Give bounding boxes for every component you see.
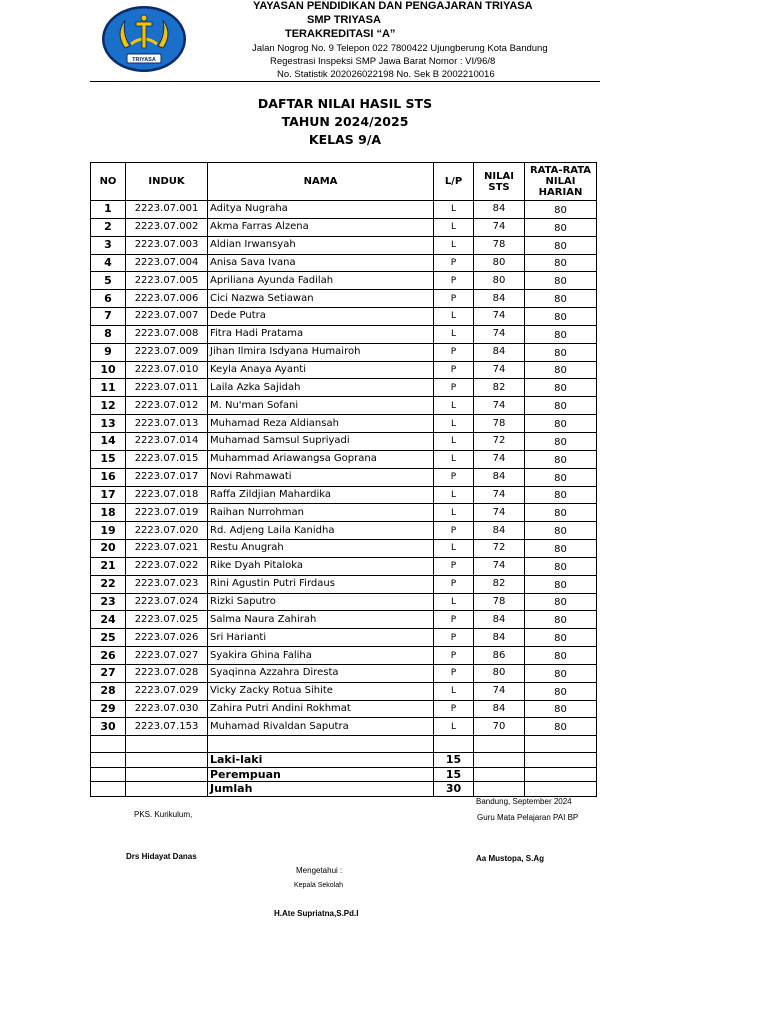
cell-lp: L — [434, 593, 474, 611]
logo-text: TRIYASA — [132, 57, 156, 63]
cell-nilai-sts: 74 — [474, 218, 525, 236]
cell-induk: 2223.07.009 — [126, 343, 208, 361]
cell-nama: Sri Harianti — [208, 629, 434, 647]
foundation-name: YAYASAN PENDIDIKAN DAN PENGAJARAN TRIYASA — [253, 0, 533, 12]
cell-no: 5 — [91, 272, 126, 290]
table-row — [91, 540, 597, 558]
cell-induk: 2223.07.024 — [126, 593, 208, 611]
cell-nama: Aldian Irwansyah — [208, 236, 434, 254]
summary-empty-cell — [126, 767, 208, 782]
cell-rata-rata: 80 — [525, 593, 597, 611]
cell-nilai-sts: 74 — [474, 397, 525, 415]
doc-year: TAHUN 2024/2025 — [281, 114, 409, 129]
summary-value: 30 — [434, 782, 474, 797]
cell-nama: Jihan Ilmira Isdyana Humairoh — [208, 343, 434, 361]
table-row — [91, 664, 597, 682]
cell-nilai-sts: 82 — [474, 379, 525, 397]
cell-nama: Akma Farras Alzena — [208, 218, 434, 236]
cell-no: 3 — [91, 236, 126, 254]
cell-induk: 2223.07.004 — [126, 254, 208, 272]
cell-nama: Keyla Anaya Ayanti — [208, 361, 434, 379]
cell-lp: P — [434, 700, 474, 718]
cell-rata-rata: 80 — [525, 236, 597, 254]
cell-nilai-sts: 80 — [474, 272, 525, 290]
table-row — [91, 236, 597, 254]
cell-no: 8 — [91, 325, 126, 343]
cell-no: 24 — [91, 611, 126, 629]
cell-nilai-sts: 84 — [474, 290, 525, 308]
cell-no: 28 — [91, 682, 126, 700]
cell-nilai-sts: 84 — [474, 201, 525, 219]
left-signer-name: Drs Hidayat Danas — [126, 852, 197, 861]
cell-nama: M. Nu'man Sofani — [208, 397, 434, 415]
cell-rata-rata: 80 — [525, 272, 597, 290]
cell-no: 25 — [91, 629, 126, 647]
cell-induk: 2223.07.011 — [126, 379, 208, 397]
cell-rata-rata: 80 — [525, 557, 597, 575]
cell-rata-rata: 80 — [525, 700, 597, 718]
table-row — [91, 450, 597, 468]
cell-lp: L — [434, 486, 474, 504]
cell-nama: Cici Nazwa Setiawan — [208, 290, 434, 308]
table-row — [91, 415, 597, 433]
summary-empty-cell — [126, 753, 208, 768]
cell-induk: 2223.07.012 — [126, 397, 208, 415]
cell-nama: Muhammad Ariawangsa Goprana — [208, 450, 434, 468]
cell-induk: 2223.07.002 — [126, 218, 208, 236]
table-row — [91, 272, 597, 290]
col-header-no: NO — [91, 163, 126, 201]
school-logo — [101, 4, 187, 74]
cell-rata-rata: 80 — [525, 343, 597, 361]
table-row — [91, 290, 597, 308]
summary-row — [91, 753, 597, 768]
table-row — [91, 343, 597, 361]
cell-lp: P — [434, 468, 474, 486]
cell-induk: 2223.07.023 — [126, 575, 208, 593]
cell-lp: P — [434, 611, 474, 629]
cell-nilai-sts: 82 — [474, 575, 525, 593]
acknowledged-label: Mengetahui : — [296, 866, 343, 875]
cell-rata-rata: 80 — [525, 415, 597, 433]
cell-induk: 2223.07.028 — [126, 664, 208, 682]
cell-rata-rata: 80 — [525, 540, 597, 558]
header-divider — [90, 81, 600, 82]
cell-nama: Aditya Nugraha — [208, 201, 434, 219]
summary-empty-cell — [91, 753, 126, 768]
cell-induk: 2223.07.013 — [126, 415, 208, 433]
summary-empty-cell — [525, 767, 597, 782]
cell-no: 21 — [91, 557, 126, 575]
cell-nama: Rini Agustin Putri Firdaus — [208, 575, 434, 593]
cell-nilai-sts: 74 — [474, 682, 525, 700]
cell-nilai-sts: 84 — [474, 700, 525, 718]
summary-row — [91, 767, 597, 782]
cell-nilai-sts: 72 — [474, 540, 525, 558]
cell-no: 27 — [91, 664, 126, 682]
cell-rata-rata: 80 — [525, 308, 597, 326]
table-row — [91, 468, 597, 486]
cell-no: 2 — [91, 218, 126, 236]
cell-induk: 2223.07.014 — [126, 432, 208, 450]
school-address: Jalan Nogrog No. 9 Telepon 022 7800422 Ujungberung Kota Bandung — [252, 43, 548, 54]
table-row — [91, 611, 597, 629]
cell-no: 7 — [91, 308, 126, 326]
cell-nama: Muhamad Samsul Supriyadi — [208, 432, 434, 450]
cell-lp: P — [434, 522, 474, 540]
cell-no: 12 — [91, 397, 126, 415]
cell-nama: Fitra Hadi Pratama — [208, 325, 434, 343]
cell-rata-rata: 80 — [525, 254, 597, 272]
cell-nama: Muhamad Rivaldan Saputra — [208, 718, 434, 736]
cell-nama: Laila Azka Sajidah — [208, 379, 434, 397]
cell-induk: 2223.07.025 — [126, 611, 208, 629]
cell-no: 13 — [91, 415, 126, 433]
blank-cell — [91, 736, 126, 753]
table-row — [91, 629, 597, 647]
cell-nama: Vicky Zacky Rotua Sihite — [208, 682, 434, 700]
accreditation: TERAKREDITASI “A” — [285, 28, 396, 40]
cell-no: 9 — [91, 343, 126, 361]
cell-no: 14 — [91, 432, 126, 450]
cell-rata-rata: 80 — [525, 522, 597, 540]
cell-rata-rata: 80 — [525, 682, 597, 700]
summary-empty-cell — [474, 753, 525, 768]
cell-lp: P — [434, 647, 474, 665]
cell-no: 23 — [91, 593, 126, 611]
cell-rata-rata: 80 — [525, 201, 597, 219]
school-name: SMP TRIYASA — [307, 14, 381, 26]
cell-nama: Rizki Saputro — [208, 593, 434, 611]
cell-nama: Raihan Nurrohman — [208, 504, 434, 522]
cell-nilai-sts: 78 — [474, 415, 525, 433]
cell-lp: P — [434, 575, 474, 593]
cell-nama: Dede Putra — [208, 308, 434, 326]
summary-empty-cell — [91, 782, 126, 797]
cell-nilai-sts: 74 — [474, 504, 525, 522]
blank-cell — [208, 736, 434, 753]
cell-no: 17 — [91, 486, 126, 504]
col-header-nilai-sts: NILAI STS — [474, 163, 525, 201]
cell-lp: L — [434, 218, 474, 236]
right-signer-title: Guru Mata Pelajaran PAI BP — [477, 813, 579, 822]
summary-empty-cell — [525, 753, 597, 768]
cell-induk: 2223.07.005 — [126, 272, 208, 290]
cell-nama: Syaqinna Azzahra Diresta — [208, 664, 434, 682]
table-row — [91, 718, 597, 736]
statistics-number: No. Statistik 202026022198 No. Sek B 2002210016 — [277, 69, 495, 80]
cell-no: 18 — [91, 504, 126, 522]
cell-induk: 2223.07.019 — [126, 504, 208, 522]
cell-nilai-sts: 78 — [474, 236, 525, 254]
cell-nilai-sts: 86 — [474, 647, 525, 665]
cell-induk: 2223.07.029 — [126, 682, 208, 700]
doc-class: KELAS 9/A — [308, 132, 382, 147]
table-summary — [91, 736, 597, 797]
cell-lp: P — [434, 254, 474, 272]
cell-no: 19 — [91, 522, 126, 540]
cell-nilai-sts: 70 — [474, 718, 525, 736]
cell-lp: L — [434, 325, 474, 343]
cell-lp: P — [434, 629, 474, 647]
cell-induk: 2223.07.021 — [126, 540, 208, 558]
cell-nilai-sts: 84 — [474, 522, 525, 540]
table-row — [91, 486, 597, 504]
head-title: Kepala Sekolah — [294, 882, 344, 889]
table-row — [91, 432, 597, 450]
cell-induk: 2223.07.001 — [126, 201, 208, 219]
grades-table — [90, 162, 597, 797]
cell-nilai-sts: 74 — [474, 308, 525, 326]
table-row — [91, 700, 597, 718]
cell-induk: 2223.07.153 — [126, 718, 208, 736]
summary-empty-cell — [474, 782, 525, 797]
cell-rata-rata: 80 — [525, 397, 597, 415]
col-header-nama: NAMA — [208, 163, 434, 201]
summary-value: 15 — [434, 753, 474, 768]
cell-nama: Raffa Zildjian Mahardika — [208, 486, 434, 504]
cell-induk: 2223.07.027 — [126, 647, 208, 665]
col-header-lp: L/P — [434, 163, 474, 201]
cell-no: 6 — [91, 290, 126, 308]
cell-nilai-sts: 84 — [474, 629, 525, 647]
summary-label: Laki-laki — [208, 753, 434, 768]
cell-lp: L — [434, 504, 474, 522]
cell-lp: L — [434, 308, 474, 326]
table-row — [91, 647, 597, 665]
cell-no: 20 — [91, 540, 126, 558]
cell-rata-rata: 80 — [525, 664, 597, 682]
cell-rata-rata: 80 — [525, 450, 597, 468]
cell-rata-rata: 80 — [525, 290, 597, 308]
summary-label: Perempuan — [208, 767, 434, 782]
cell-rata-rata: 80 — [525, 361, 597, 379]
cell-nilai-sts: 80 — [474, 254, 525, 272]
cell-induk: 2223.07.026 — [126, 629, 208, 647]
cell-nama: Muhamad Reza Aldiansah — [208, 415, 434, 433]
table-row — [91, 397, 597, 415]
cell-no: 16 — [91, 468, 126, 486]
cell-no: 11 — [91, 379, 126, 397]
cell-nama: Syakira Ghina Faliha — [208, 647, 434, 665]
table-row — [91, 325, 597, 343]
cell-rata-rata: 80 — [525, 325, 597, 343]
cell-induk: 2223.07.008 — [126, 325, 208, 343]
blank-row — [91, 736, 597, 753]
cell-nama: Salma Naura Zahirah — [208, 611, 434, 629]
cell-lp: P — [434, 379, 474, 397]
blank-cell — [126, 736, 208, 753]
blank-cell — [434, 736, 474, 753]
cell-rata-rata: 80 — [525, 486, 597, 504]
cell-rata-rata: 80 — [525, 432, 597, 450]
cell-lp: P — [434, 664, 474, 682]
table-row — [91, 254, 597, 272]
cell-lp: P — [434, 557, 474, 575]
cell-induk: 2223.07.017 — [126, 468, 208, 486]
table-row — [91, 201, 597, 219]
cell-no: 29 — [91, 700, 126, 718]
cell-nilai-sts: 84 — [474, 343, 525, 361]
cell-nilai-sts: 84 — [474, 611, 525, 629]
cell-nilai-sts: 80 — [474, 664, 525, 682]
cell-lp: L — [434, 682, 474, 700]
summary-value: 15 — [434, 767, 474, 782]
summary-label: Jumlah — [208, 782, 434, 797]
cell-nama: Anisa Sava Ivana — [208, 254, 434, 272]
cell-lp: L — [434, 540, 474, 558]
cell-nilai-sts: 74 — [474, 486, 525, 504]
cell-nilai-sts: 74 — [474, 450, 525, 468]
cell-no: 15 — [91, 450, 126, 468]
table-row — [91, 308, 597, 326]
blank-cell — [525, 736, 597, 753]
table-row — [91, 361, 597, 379]
cell-nilai-sts: 78 — [474, 593, 525, 611]
place-date: Bandung, September 2024 — [476, 797, 572, 806]
cell-rata-rata: 80 — [525, 468, 597, 486]
table-row — [91, 504, 597, 522]
table-row — [91, 379, 597, 397]
table-row — [91, 557, 597, 575]
cell-nilai-sts: 74 — [474, 361, 525, 379]
cell-nama: Zahira Putri Andini Rokhmat — [208, 700, 434, 718]
cell-lp: P — [434, 290, 474, 308]
table-row — [91, 575, 597, 593]
col-header-induk: INDUK — [126, 163, 208, 201]
cell-induk: 2223.07.007 — [126, 308, 208, 326]
cell-induk: 2223.07.022 — [126, 557, 208, 575]
cell-no: 26 — [91, 647, 126, 665]
cell-rata-rata: 80 — [525, 718, 597, 736]
cell-lp: L — [434, 450, 474, 468]
cell-rata-rata: 80 — [525, 379, 597, 397]
summary-empty-cell — [474, 767, 525, 782]
registration-number: Regestrasi Inspeksi SMP Jawa Barat Nomor : VI/96/8 — [270, 56, 496, 67]
cell-induk: 2223.07.020 — [126, 522, 208, 540]
cell-lp: L — [434, 236, 474, 254]
cell-nilai-sts: 74 — [474, 325, 525, 343]
cell-lp: L — [434, 397, 474, 415]
head-name: H.Ate Supriatna,S.Pd.I — [274, 909, 359, 918]
cell-rata-rata: 80 — [525, 611, 597, 629]
cell-induk: 2223.07.010 — [126, 361, 208, 379]
doc-title: DAFTAR NILAI HASIL STS — [257, 96, 433, 111]
cell-lp: L — [434, 201, 474, 219]
cell-no: 1 — [91, 201, 126, 219]
table-body — [91, 201, 597, 736]
cell-nilai-sts: 72 — [474, 432, 525, 450]
cell-no: 30 — [91, 718, 126, 736]
col-header-rata-rata: RATA-RATA NILAI HARIAN — [525, 163, 597, 201]
summary-empty-cell — [525, 782, 597, 797]
table-row — [91, 593, 597, 611]
cell-rata-rata: 80 — [525, 504, 597, 522]
cell-induk: 2223.07.006 — [126, 290, 208, 308]
cell-lp: P — [434, 361, 474, 379]
cell-nama: Restu Anugrah — [208, 540, 434, 558]
blank-cell — [474, 736, 525, 753]
table-header-row — [91, 163, 597, 201]
table-row — [91, 522, 597, 540]
cell-rata-rata: 80 — [525, 629, 597, 647]
summary-empty-cell — [91, 767, 126, 782]
cell-nama: Rike Dyah Pitaloka — [208, 557, 434, 575]
right-signer-name: Aa Mustopa, S.Ag — [476, 854, 545, 863]
table-row — [91, 682, 597, 700]
cell-rata-rata: 80 — [525, 647, 597, 665]
cell-no: 4 — [91, 254, 126, 272]
cell-lp: L — [434, 718, 474, 736]
table-row — [91, 218, 597, 236]
cell-induk: 2223.07.030 — [126, 700, 208, 718]
cell-rata-rata: 80 — [525, 218, 597, 236]
cell-lp: P — [434, 272, 474, 290]
cell-lp: L — [434, 415, 474, 433]
cell-lp: L — [434, 432, 474, 450]
cell-lp: P — [434, 343, 474, 361]
cell-nama: Novi Rahmawati — [208, 468, 434, 486]
left-signer-title: PKS. Kurikulum, — [134, 810, 193, 819]
cell-induk: 2223.07.018 — [126, 486, 208, 504]
summary-empty-cell — [126, 782, 208, 797]
summary-row — [91, 782, 597, 797]
cell-nama: Apriliana Ayunda Fadilah — [208, 272, 434, 290]
cell-rata-rata: 80 — [525, 575, 597, 593]
cell-induk: 2223.07.015 — [126, 450, 208, 468]
cell-no: 10 — [91, 361, 126, 379]
cell-nama: Rd. Adjeng Laila Kanidha — [208, 522, 434, 540]
cell-induk: 2223.07.003 — [126, 236, 208, 254]
cell-nilai-sts: 74 — [474, 557, 525, 575]
cell-nilai-sts: 84 — [474, 468, 525, 486]
cell-no: 22 — [91, 575, 126, 593]
